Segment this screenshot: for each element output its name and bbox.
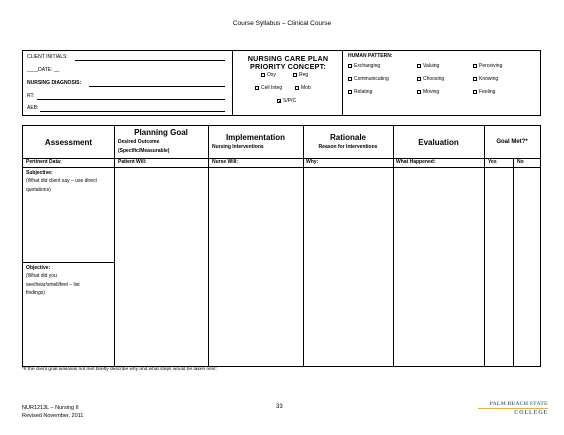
care-plan-info-box [22,50,541,116]
checkbox-icon[interactable] [417,64,421,68]
checkbox-icon[interactable] [417,90,421,94]
human-pattern-choosing[interactable]: Choosing [417,76,444,82]
checked-checkbox-icon[interactable] [277,99,281,103]
human-pattern-title: HUMAN PATTERN: [348,53,393,59]
human-pattern-feeling[interactable]: Feeling [473,89,495,95]
priority-option-spc[interactable]: S/P/C [277,98,296,104]
date-label: ____DATE: __ [27,67,60,73]
priority-option-reg[interactable]: Reg [293,72,308,78]
header-nursing-interventions: Nursing Interventions [212,144,264,150]
ncp-title: NURSING CARE PLAN [247,54,329,63]
why-cell[interactable] [304,168,393,366]
subheader-pertinent-data: Pertinent Data: [26,159,62,165]
page-number: 33 [276,404,283,410]
human-pattern-exchanging[interactable]: Exchanging [348,63,380,69]
human-pattern-section [343,51,540,115]
human-pattern-moving[interactable]: Moving [417,89,439,95]
objective-cell[interactable] [23,263,114,366]
course-code: NUR1213L – Nursing II [22,405,79,411]
nursing-diagnosis-field[interactable] [89,86,225,87]
human-pattern-valuing[interactable]: Valuing [417,63,439,69]
human-pattern-perceiving[interactable]: Perceiving [473,63,502,69]
human-pattern-relating[interactable]: Relating [348,89,372,95]
rt-label: RT: [27,93,35,99]
nursing-diagnosis-label: NURSING DIAGNOSIS: [27,80,82,86]
subheader-patient-will: Patient Will: [118,159,147,165]
checkbox-icon[interactable] [473,77,477,81]
checkbox-icon[interactable] [293,73,297,77]
subjective-title: Subjective: [26,170,53,176]
client-initials-field[interactable] [75,60,225,61]
row-divider [23,158,540,159]
checkbox-icon[interactable] [348,77,352,81]
header-goal-met: Goal Met?* [496,139,528,145]
subheader-why: Why: [306,159,319,165]
subheader-yes: Yes [488,159,497,165]
objective-description: (What did you see/hear/smell/feel – list findings) [26,273,80,297]
course-info [22,404,83,420]
goal-met-no-cell[interactable] [514,168,540,366]
patient-will-cell[interactable] [115,168,208,366]
priority-option-cell-integ[interactable]: Cell Integ [255,85,282,91]
priority-option-mob[interactable]: Mob [295,85,311,91]
checkbox-icon[interactable] [255,86,259,90]
college-logo [468,401,548,416]
aeb-field[interactable] [40,111,225,112]
checkbox-icon[interactable] [348,64,352,68]
header-rationale: Rationale [329,133,366,142]
page-title: Course Syllabus – Clinical Course [232,20,332,27]
header-specific-measurable: (Specific/Measurable) [118,148,170,154]
header-implementation: Implementation [225,133,286,142]
subjective-description: (What did client say – use direct quotations) [26,178,97,193]
subheader-what-happened: What Happened: [396,159,436,165]
goal-footnote: *If the client goal was/was not met briefly describe why and what steps would be taken next: [22,367,217,372]
checkbox-icon[interactable] [417,77,421,81]
checkbox-icon[interactable] [473,90,477,94]
priority-concept-section [233,51,343,115]
human-pattern-communicating[interactable]: Communicating [348,76,389,82]
objective-title: Objective: [26,265,51,271]
aeb-label: AEB: [27,105,39,111]
header-reason-for-interventions: Reason for Interventions [318,144,378,150]
subheader-nurse-will: Nurse Will: [212,159,239,165]
human-pattern-knowing[interactable]: Knowing [473,76,498,82]
checkbox-icon[interactable] [261,73,265,77]
client-info-section [23,51,233,115]
what-happened-cell[interactable] [394,168,484,366]
goal-met-yes-cell[interactable] [485,168,513,366]
care-plan-table [22,125,541,367]
nurse-will-cell[interactable] [209,168,303,366]
logo-bottom-text: COLLEGE [514,410,548,416]
logo-accent-bar [478,408,548,409]
subjective-cell[interactable] [23,168,114,262]
priority-concept-title: PRIORITY CONCEPT: [250,62,326,71]
subheader-no: No [517,159,524,165]
revised-date: Revised November, 2011 [22,413,84,419]
header-planning-goal: Planning Goal [134,128,188,137]
header-evaluation: Evaluation [418,138,459,147]
header-desired-outcome: Desired Outcome [118,139,160,145]
rt-field[interactable] [37,99,225,100]
header-assessment: Assessment [44,138,93,147]
checkbox-icon[interactable] [348,90,352,94]
checkbox-icon[interactable] [473,64,477,68]
priority-option-oxy[interactable]: Oxy [261,72,276,78]
checkbox-icon[interactable] [295,86,299,90]
logo-top-text: PALM BEACH STATE [489,401,548,407]
client-initials-label: CLIENT INITIALS: [27,54,68,60]
